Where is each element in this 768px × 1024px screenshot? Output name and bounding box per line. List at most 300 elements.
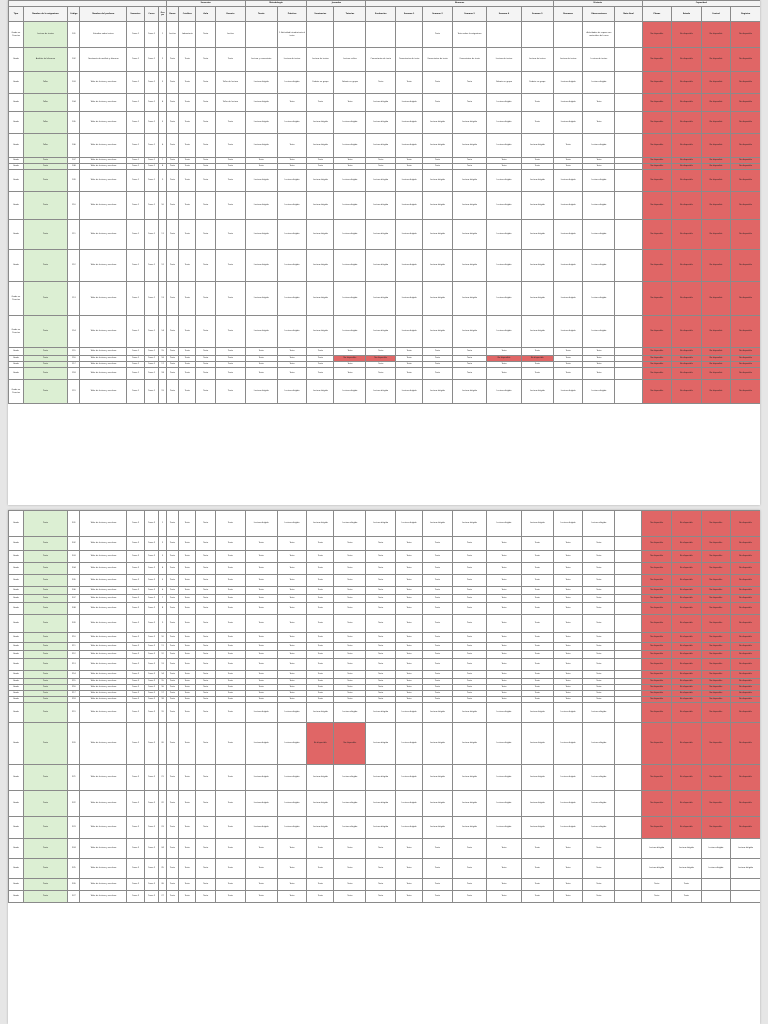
table-cell: Texto	[196, 112, 216, 134]
table-cell: 208	[68, 603, 80, 615]
table-cell: Texto	[395, 891, 422, 903]
column-header: Seminarios	[307, 7, 334, 22]
table-cell: No disponible	[701, 595, 731, 603]
table-cell: 105	[68, 112, 80, 134]
table-cell: No disponible	[701, 48, 731, 72]
table-row	[9, 316, 761, 348]
table-row	[9, 703, 761, 723]
table-cell: Texto	[452, 697, 487, 703]
table-cell: No disponible	[642, 603, 672, 615]
table-cell: Texto	[553, 368, 583, 380]
table-cell: Texto	[423, 671, 453, 679]
table-cell: Lectura dirigida	[277, 220, 307, 250]
table-cell: No disponible	[672, 511, 702, 537]
table-cell: Taller de lectura y escritura	[80, 511, 127, 537]
table-cell: Lectura dirigida	[672, 839, 702, 859]
table-cell: Texto	[277, 859, 307, 879]
table-cell: Texto	[196, 839, 216, 859]
table-cell: Texto	[487, 587, 522, 595]
column-header: Observaciones	[583, 7, 615, 22]
table-cell: Curso 2	[144, 563, 159, 575]
table-cell: Lectura dirigida	[521, 511, 553, 537]
table-cell: Texto	[334, 615, 366, 633]
table-cell: Texto	[395, 879, 422, 891]
table-cell: Lectura dirigida	[423, 192, 453, 220]
table-cell: 15	[159, 679, 166, 685]
table-cell: Texto	[216, 48, 246, 72]
table-cell: Taller de lectura y escritura	[80, 671, 127, 679]
table-cell: Curso 2	[127, 691, 144, 697]
table-cell: Texto	[366, 615, 396, 633]
table-cell: Taller de lectura y escritura	[80, 164, 127, 170]
table-cell: Texto	[487, 679, 522, 685]
table-cell: Texto	[334, 643, 366, 651]
table-cell: Texto	[334, 603, 366, 615]
table-cell: 110	[68, 192, 80, 220]
table-cell: Texto	[277, 671, 307, 679]
table-cell: Lectura dirigida	[642, 859, 672, 879]
table-cell: Texto	[396, 72, 423, 94]
table-cell: No disponible	[701, 316, 731, 348]
table-cell: Texto	[583, 112, 615, 134]
table-cell: Texto	[216, 643, 246, 651]
table-cell: Taller de lectura y escritura	[80, 112, 127, 134]
table-cell: Curso 2	[144, 603, 159, 615]
table-cell: Texto	[166, 368, 178, 380]
table-cell: Lectura dirigida	[334, 192, 366, 220]
table-cell: 104	[68, 94, 80, 112]
table-cell: Texto	[642, 891, 672, 903]
table-cell: 23	[159, 817, 166, 839]
table-cell: Texto	[487, 615, 522, 633]
table-cell: Texto	[395, 537, 422, 551]
table-cell: No disponible	[642, 791, 672, 817]
table-cell: No disponible	[701, 250, 731, 282]
table-cell: Texto	[334, 164, 366, 170]
table-cell: Lectura dirigida	[583, 765, 615, 791]
table-cell: Texto	[179, 859, 196, 879]
table-cell: Lectura dirigida	[553, 723, 583, 765]
table-cell: Taller de lectura y escritura	[80, 723, 127, 765]
table-cell: Curso 2	[127, 817, 144, 839]
table-cell: Lectura dirigida	[583, 723, 615, 765]
table-cell: Taller de lectura y escritura	[80, 537, 127, 551]
table-cell: Texto	[307, 603, 334, 615]
column-header: Registro	[731, 7, 760, 22]
table-cell: Texto	[216, 563, 246, 575]
table-cell: Curso 2	[144, 511, 159, 537]
table-cell: Texto	[334, 348, 366, 356]
table-cell: Texto	[583, 615, 615, 633]
table-cell: 26	[159, 879, 166, 891]
table-cell	[396, 22, 423, 48]
table-cell: 207	[68, 595, 80, 603]
table-cell: Texto	[521, 859, 553, 879]
column-header: Semestre	[127, 7, 144, 22]
table-cell: Curso 2	[144, 659, 159, 671]
table-cell: Taller de lectura y escritura	[80, 134, 127, 158]
table-cell: No disponible	[701, 537, 731, 551]
table-cell: Texto	[179, 563, 196, 575]
table-cell: No disponible	[672, 94, 702, 112]
table-cell: 118	[68, 368, 80, 380]
table-cell: Texto	[196, 22, 216, 48]
table-cell: Taller de lectura y escritura	[80, 563, 127, 575]
table-cell: Lectura dirigida	[452, 220, 487, 250]
table-cell: Texto	[216, 250, 246, 282]
table-cell: Grado	[9, 158, 24, 164]
table-cell: Lectura dirigida	[395, 791, 422, 817]
table-cell: Texto	[334, 587, 366, 595]
table-cell: Lectura dirigida	[334, 134, 366, 158]
table-cell: Texto	[23, 633, 67, 643]
table-cell: Curso 2	[144, 891, 159, 903]
table-cell: Texto	[366, 643, 396, 651]
table-cell: Lectivo	[216, 22, 246, 48]
table-cell: Lectura dirigida	[487, 703, 522, 723]
table-cell: Texto	[423, 348, 453, 356]
table-cell: No disponible	[642, 537, 672, 551]
table-row	[9, 723, 761, 765]
table-cell: Curso 2	[144, 643, 159, 651]
table-cell: Texto	[196, 356, 216, 362]
table-cell: No disponible	[672, 697, 702, 703]
table-cell: No disponible	[672, 380, 702, 404]
table-cell: Curso 1	[144, 112, 159, 134]
table-cell: Lectura dirigida	[487, 817, 522, 839]
table-cell: No disponible	[642, 551, 672, 563]
table-cell: Laboratorio	[179, 22, 196, 48]
table-cell: Texto	[23, 575, 67, 587]
table-row	[9, 595, 761, 603]
table-cell: Lectura dirigida	[423, 765, 453, 791]
table-cell: Texto	[277, 362, 307, 368]
table-cell: Lectura dirigida	[642, 839, 672, 859]
table-cell: Lectura dirigida	[396, 192, 423, 220]
table-cell: 107	[68, 158, 80, 164]
column-header: Nota final	[615, 7, 642, 22]
table-cell: Lectura dirigida	[277, 72, 307, 94]
table-cell: Curso 2	[127, 879, 144, 891]
table-cell: Lectura dirigida	[521, 765, 553, 791]
column-header: Evaluación	[366, 7, 396, 22]
table-cell: Texto	[179, 112, 196, 134]
table-cell: Taller de lectura y escritura	[80, 697, 127, 703]
table-cell: Lectura dirigida	[487, 511, 522, 537]
table-cell: Lectura dirigida	[553, 192, 583, 220]
table-cell: Texto	[179, 697, 196, 703]
table-cell	[615, 651, 642, 659]
table-cell: Lectura dirigida	[245, 112, 277, 134]
table-row	[9, 220, 761, 250]
table-cell: Lectura dirigida	[245, 94, 277, 112]
table-cell: Texto	[216, 679, 246, 685]
table-row	[9, 368, 761, 380]
table-cell: Texto	[23, 316, 67, 348]
column-header: Horario	[216, 7, 246, 22]
table-cell: Lectura dirigida	[521, 817, 553, 839]
table-cell: Curso 1	[127, 164, 144, 170]
table-cell	[615, 879, 642, 891]
table-cell: Texto	[583, 158, 615, 164]
table-cell: Taller	[23, 134, 67, 158]
table-cell: Taller de lectura y escritura	[80, 94, 127, 112]
table-cell: No disponible	[642, 356, 672, 362]
table-cell: Texto	[23, 537, 67, 551]
table-cell: Texto	[583, 633, 615, 643]
table-cell: Texto	[521, 679, 553, 685]
table-cell: Taller de lectura y escritura	[80, 595, 127, 603]
table-cell: Lectura dirigida	[553, 316, 583, 348]
table-row	[9, 791, 761, 817]
table-cell	[615, 633, 642, 643]
table-cell: Texto	[216, 765, 246, 791]
table-cell: Texto	[23, 220, 67, 250]
table-cell: Texto	[166, 633, 178, 643]
table-cell: 7	[159, 595, 166, 603]
table-cell	[615, 511, 642, 537]
table-cell: Texto	[196, 791, 216, 817]
column-header: Práctica	[277, 7, 307, 22]
table-cell: No disponible	[642, 659, 672, 671]
table-cell: Texto	[277, 587, 307, 595]
table-cell: Texto	[452, 94, 487, 112]
table-cell: Lectura dirigida	[423, 170, 453, 192]
table-cell: Texto	[452, 551, 487, 563]
table-cell: Curso 1	[127, 112, 144, 134]
table-cell: Texto	[166, 723, 178, 765]
table-cell: No disponible	[701, 158, 731, 164]
table-cell: Taller de lectura y escritura	[80, 691, 127, 697]
table-cell: 213	[68, 659, 80, 671]
table-cell: Debate en grupo	[334, 72, 366, 94]
table-cell: Texto	[366, 671, 396, 679]
table-cell: Lectura dirigida	[487, 192, 522, 220]
table-cell: Texto	[583, 595, 615, 603]
table-cell: No disponible	[701, 679, 731, 685]
table-cell: Texto	[23, 158, 67, 164]
table-cell: Lectura dirigida	[521, 220, 553, 250]
table-cell: Texto	[334, 685, 366, 691]
table-cell: Texto	[423, 362, 453, 368]
table-cell: Texto	[277, 685, 307, 691]
table-cell: 113	[68, 282, 80, 316]
table-cell: Lectura dirigida	[334, 170, 366, 192]
table-cell: No disponible	[642, 595, 672, 603]
table-cell: No disponible	[731, 615, 760, 633]
table-cell: Texto	[521, 551, 553, 563]
table-cell: Lectura dirigida	[423, 723, 453, 765]
table-cell: No disponible	[672, 220, 702, 250]
table-cell: No disponible	[672, 723, 702, 765]
table-cell: Texto	[166, 839, 178, 859]
table-cell: Texto	[487, 879, 522, 891]
table-cell: Texto	[307, 643, 334, 651]
table-row	[9, 587, 761, 595]
table-cell: Texto	[196, 164, 216, 170]
table-cell: No disponible	[672, 679, 702, 685]
table-cell: No disponible	[642, 368, 672, 380]
table-cell: Lectura dirigida	[396, 94, 423, 112]
table-cell: Texto	[196, 697, 216, 703]
table-cell: Texto sobre la asignatura	[452, 22, 487, 48]
table-cell: Taller de lectura y escritura	[80, 633, 127, 643]
table-cell: Lectura dirigida	[245, 765, 277, 791]
table-cell: 204	[68, 563, 80, 575]
table-cell: Texto	[277, 891, 307, 903]
table-cell: Texto	[334, 633, 366, 643]
table-cell: No disponible	[731, 48, 760, 72]
table-cell: Curso 2	[127, 537, 144, 551]
table-cell: Texto	[452, 615, 487, 633]
table-cell: Lectura dirigida	[583, 134, 615, 158]
table-cell: 12	[159, 250, 166, 282]
table-cell: Texto	[23, 551, 67, 563]
table-cell: Curso 2	[127, 511, 144, 537]
table-cell: Texto	[307, 348, 334, 356]
table-cell: No disponible	[642, 164, 672, 170]
table-cell: 17	[159, 362, 166, 368]
table-cell: Texto	[366, 551, 396, 563]
table-cell: Grado	[9, 587, 24, 595]
table-cell: Texto	[166, 250, 178, 282]
table-cell	[615, 551, 642, 563]
table-cell: Lectura dirigida	[334, 511, 366, 537]
table-cell: Curso 2	[127, 679, 144, 685]
table-cell: Texto	[166, 697, 178, 703]
table-cell: Lectura dirigida	[307, 817, 334, 839]
table-cell: Texto	[277, 651, 307, 659]
table-cell: Texto	[366, 891, 396, 903]
table-cell: Lectura dirigida	[245, 511, 277, 537]
table-cell: 8	[159, 164, 166, 170]
table-cell: Texto	[521, 94, 553, 112]
table-row	[9, 879, 761, 891]
table-cell: Lectura dirigida	[277, 250, 307, 282]
table-cell: Texto	[366, 651, 396, 659]
table-cell: Lectura dirigida	[277, 170, 307, 192]
table-cell: No disponible	[701, 170, 731, 192]
table-cell: Texto	[216, 697, 246, 703]
table-cell: Texto	[487, 575, 522, 587]
table-cell: Estudios sobre textos	[80, 22, 127, 48]
table-cell: Texto	[179, 659, 196, 671]
table-cell: Texto	[366, 685, 396, 691]
table-cell: Taller de lectura y escritura	[80, 643, 127, 651]
table-cell: Taller de lectura y escritura	[80, 685, 127, 691]
table-cell: Lectura dirigida	[701, 859, 731, 879]
table-cell: Texto	[179, 633, 196, 643]
table-cell: No disponible	[642, 250, 672, 282]
table-cell: No disponible	[731, 587, 760, 595]
table-cell: 224	[68, 839, 80, 859]
table-cell: Texto	[216, 170, 246, 192]
table-cell	[366, 22, 396, 48]
table-cell: Texto	[334, 94, 366, 112]
table-cell: Texto	[23, 703, 67, 723]
table-cell: Lectura dirigida	[452, 791, 487, 817]
table-cell: Curso 1	[127, 22, 144, 48]
table-cell: Texto	[23, 380, 67, 404]
table-cell: Texto	[553, 691, 583, 697]
table-cell: No disponible	[672, 563, 702, 575]
table-row	[9, 659, 761, 671]
table-cell: 1	[159, 511, 166, 537]
table-cell: 2	[159, 537, 166, 551]
table-cell: 25	[159, 859, 166, 879]
table-cell: Texto	[166, 112, 178, 134]
table-cell: No disponible	[731, 362, 760, 368]
table-cell: Curso 2	[127, 697, 144, 703]
table-cell: Texto	[583, 356, 615, 362]
table-cell: No disponible	[701, 380, 731, 404]
table-cell: Texto	[395, 671, 422, 679]
table-cell: Texto	[521, 595, 553, 603]
table-cell: Curso 2	[127, 651, 144, 659]
table-cell: Texto	[521, 537, 553, 551]
table-cell: Texto	[196, 282, 216, 316]
table-cell: Texto	[487, 671, 522, 679]
table-cell: Texto	[196, 595, 216, 603]
table-cell: Grado	[9, 659, 24, 671]
table-cell: Texto	[583, 697, 615, 703]
table-cell: Texto	[166, 348, 178, 356]
table-cell: No disponible	[672, 22, 702, 48]
table-cell: Texto	[334, 691, 366, 697]
table-cell: Taller	[23, 94, 67, 112]
table-cell: Texto	[583, 879, 615, 891]
column-header: Semana 2	[423, 7, 453, 22]
table-cell: No disponible	[642, 170, 672, 192]
table-cell: Lectura dirigida	[334, 765, 366, 791]
table-cell: Texto	[23, 679, 67, 685]
table-cell: 6	[159, 134, 166, 158]
table-cell: Texto	[583, 551, 615, 563]
table-cell: Texto	[23, 348, 67, 356]
table-cell: No disponible	[672, 316, 702, 348]
table-cell: Texto	[277, 839, 307, 859]
table-cell: Texto	[395, 859, 422, 879]
table-cell: Texto	[366, 697, 396, 703]
table-cell: Texto	[245, 685, 277, 691]
table-cell: 1	[159, 22, 166, 48]
table-cell: Texto	[366, 839, 396, 859]
table-cell: Lectura dirigida	[423, 134, 453, 158]
column-header: Créditos	[179, 7, 196, 22]
table-cell: Grado	[9, 192, 24, 220]
table-cell: No disponible	[672, 72, 702, 94]
table-cell: Texto	[166, 72, 178, 94]
table-cell: Curso 1	[144, 164, 159, 170]
table-cell: Lectura dirigida	[452, 765, 487, 791]
table-cell: Texto	[196, 587, 216, 595]
table-cell: Texto	[166, 587, 178, 595]
table-cell: Texto	[196, 891, 216, 903]
table-cell: Lectura dirigida	[395, 723, 422, 765]
table-cell: Texto	[307, 537, 334, 551]
group-header: Capacidad	[642, 1, 760, 7]
table-cell: Texto	[23, 192, 67, 220]
table-cell: Texto	[179, 170, 196, 192]
table-cell: Texto	[23, 879, 67, 891]
table-cell: Lectura de textos	[23, 22, 67, 48]
table-cell: Lectura dirigida	[395, 817, 422, 839]
table-cell: 109	[68, 170, 80, 192]
table-cell: Lectura dirigida	[487, 316, 522, 348]
table-cell: Texto	[553, 595, 583, 603]
table-cell: 16	[159, 356, 166, 362]
table-cell: Texto	[196, 575, 216, 587]
